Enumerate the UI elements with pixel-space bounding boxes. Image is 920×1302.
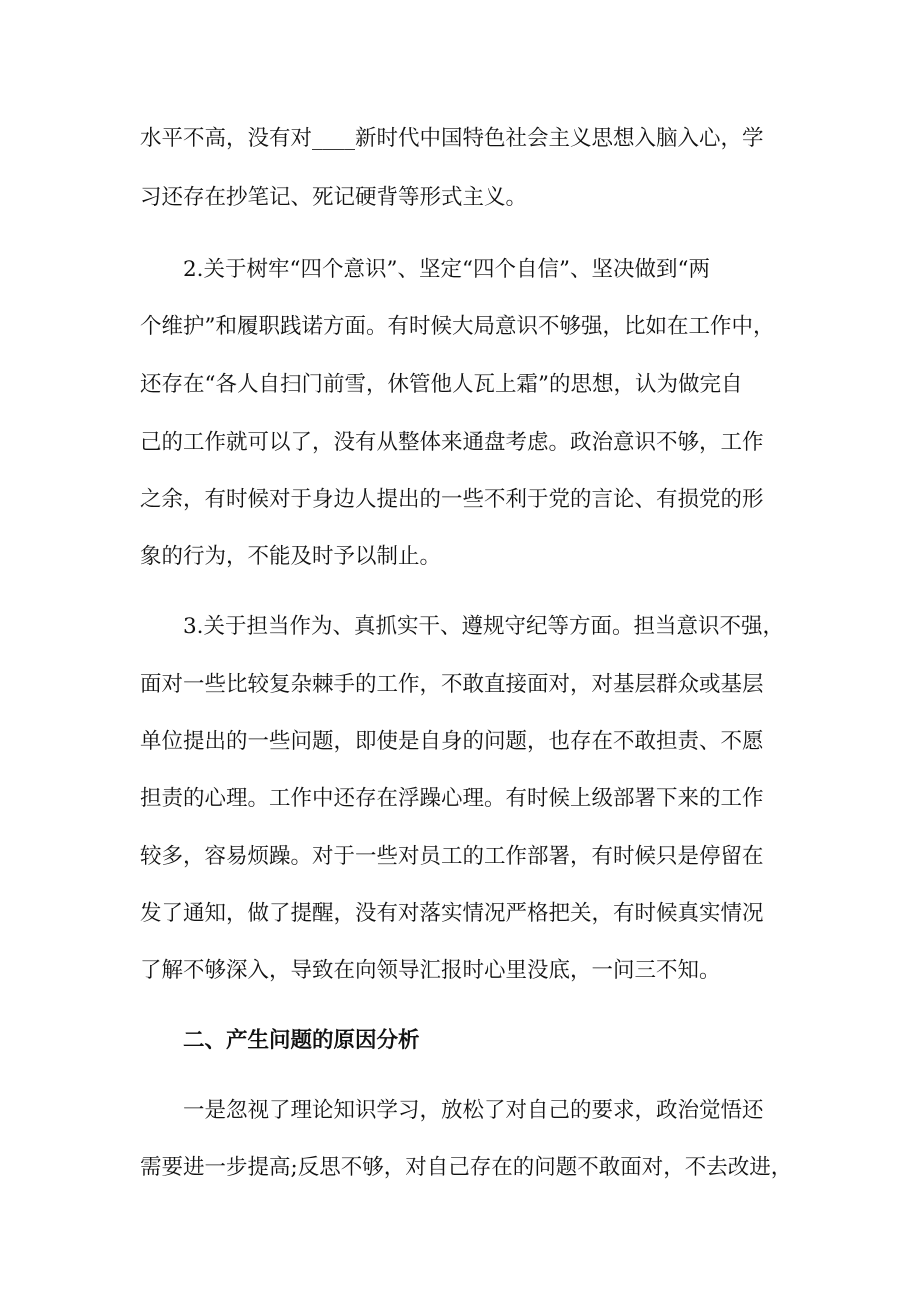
paragraph-2-line-1: 2.关于树牢“四个意识”、坚定“四个自信”、坚决做到“两	[183, 257, 710, 282]
paragraph-3-line-5: 较多，容易烦躁。对于一些对员工的工作部署，有时候只是停留在	[140, 844, 764, 869]
paragraph-3-line-7: 了解不够深入，导致在向领导汇报时心里没底，一问三不知。	[140, 958, 721, 983]
paragraph-2-line-4: 己的工作就可以了，没有从整体来通盘考虑。政治意识不够，工作	[140, 430, 764, 455]
paragraph-2-line-6: 象的行为，不能及时予以制止。	[140, 544, 442, 569]
paragraph-3-line-3: 单位提出的一些问题，即使是自身的问题，也存在不敢担责、不愿	[140, 729, 764, 754]
text-line-2: 习还存在抄笔记、死记硬背等形式主义。	[140, 185, 528, 210]
paragraph-2-line-5: 之余，有时候对于身边人提出的一些不利于党的言论、有损党的形	[140, 487, 764, 512]
paragraph-3-line-6: 发了通知，做了提醒，没有对落实情况严格把关，有时候真实情况	[140, 901, 764, 926]
paragraph-3-line-1: 3.关于担当作为、真抓实干、遵规守纪等方面。担当意识不强，	[183, 614, 785, 639]
paragraph-2-line-2: 个维护”和履职践诺方面。有时候大局意识不够强，比如在工作中，	[140, 314, 775, 339]
paragraph-3-line-4: 担责的心理。工作中还存在浮躁心理。有时候上级部署下来的工作	[140, 786, 764, 811]
section-heading: 二、产生问题的原因分析	[183, 1028, 420, 1053]
paragraph-2-line-3: 还存在“各人自扫门前雪，休管他人瓦上霜”的思想，认为做完自	[140, 372, 743, 397]
paragraph-3-line-2: 面对一些比较复杂棘手的工作，不敢直接面对，对基层群众或基层	[140, 672, 764, 697]
paragraph-4-line-1: 一是忽视了理论知识学习，放松了对自己的要求，政治觉悟还	[183, 1098, 764, 1123]
text-line-1: 水平不高，没有对____新时代中国特色社会主义思想入脑入心，学	[140, 126, 764, 151]
paragraph-4-line-2: 需要进一步提高;反思不够，对自己存在的问题不敢面对，不去改进，	[140, 1155, 793, 1180]
